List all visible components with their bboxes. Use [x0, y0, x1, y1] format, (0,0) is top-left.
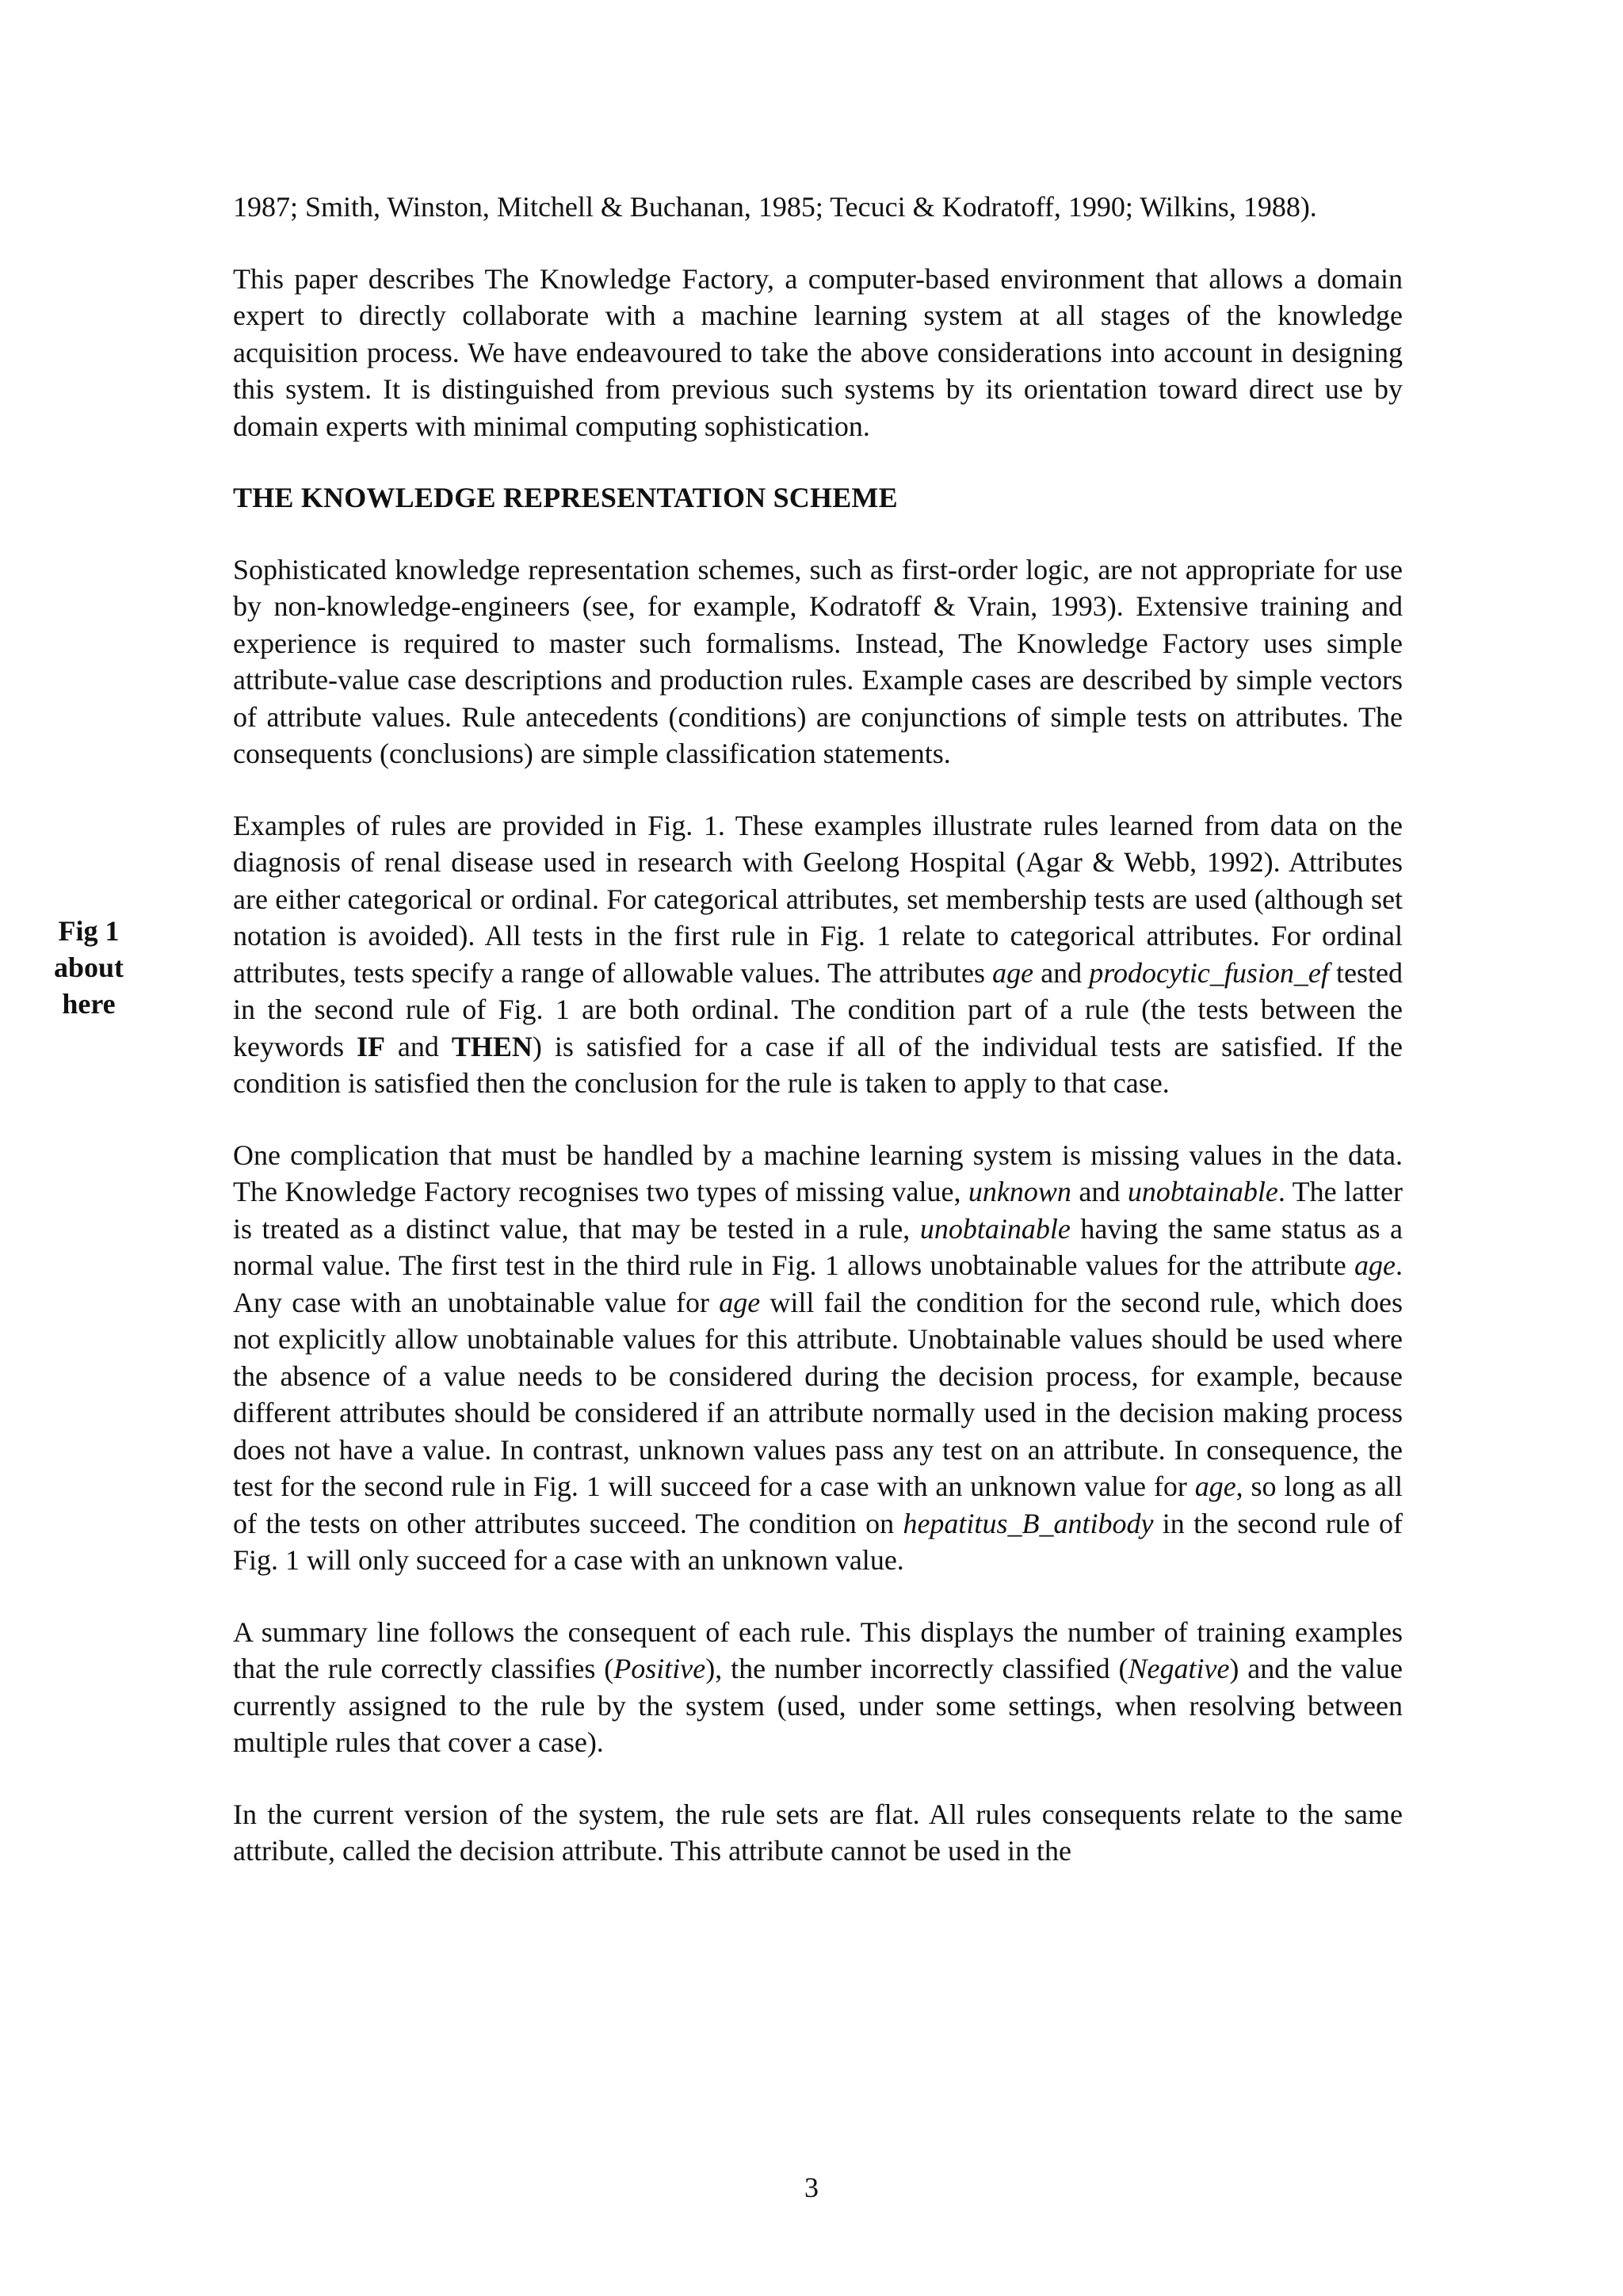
attribute-name: age — [992, 956, 1034, 989]
paragraph-system-intro: This paper describes The Knowledge Factory, a computer-based environment that allows a domain expert to directly collaborate with a machine learning system at all stages of the knowledge acquisition process. We have endeavoured to take the above considerations into account in designing this system. It is distinguished from previous such systems by its orientation toward direct use by domain experts with minimal computing sophistication. — [233, 262, 1403, 442]
paragraph-representation: Sophisticated knowledge representation schemes, such as first-order logic, are not appropriate for use by non-knowledge-engineers (see, for example, Kodratoff & Vrain, 1993). Extensive training and experience is required to master such formalisms. Instead, The Knowledge Factory uses simple attribute-value case descriptions and production rules. Example cases are described by simple vectors of attribute values. Rule antecedents (conditions) are conjunctions of simple tests on attributes. The consequents (conclusions) are simple classification statements. — [233, 553, 1403, 769]
paragraph-summary-line: A summary line follows the consequent of each rule. This displays the number of training examples that the rule correctly classifies (Positive), the number incorrectly classified (Negative) and the value currently assigned to the rule by the system (used, under some settings, when resolving between multiple rules that cover a case). — [233, 1615, 1403, 1758]
paragraph-citations-end: 1987; Smith, Winston, Mitchell & Buchanan, 1985; Tecuci & Kodratoff, 1990; Wilkins, 1988). — [233, 191, 1317, 223]
section-heading: THE KNOWLEDGE REPRESENTATION SCHEME — [233, 482, 898, 513]
margin-note-line: about — [53, 952, 124, 983]
margin-note-line: Fig 1 — [58, 915, 120, 947]
attribute-name: prodocytic_fusion_ef — [1089, 956, 1329, 989]
page-number: 3 — [804, 2172, 819, 2203]
paragraph-missing-values: One complication that must be handled by a machine learning system is missing values in the data. The Knowledge Factory recognises two types of missing value, unknown and unobtainable. The latter is treated as a distinct value, that may be tested in a rule, unobtainable having the same status as a normal value. The first test in the third rule in Fig. 1 allows unobtainable values for the attribute age. Any case with an unobtainable value for age will fail the condition for the second rule, which does not explicitly allow unobtainable values for this attribute. Unobtainable values should be used where the absence of a value needs to be considered during the decision process, for example, because different attributes should be considered if an attribute normally used in the decision making process does not have a value. In contrast, unknown values pass any test on an attribute. In consequence, the test for the second rule in Fig. 1 will succeed for a case with an unknown value for age, so long as all of the tests on other attributes succeed. The condition on hepatitus_B_antibody in the second rule of Fig. 1 will only succeed for a case with an unknown value. — [233, 1138, 1403, 1576]
text-column — [233, 189, 1403, 1905]
margin-note-line: here — [62, 988, 116, 1020]
keyword: THEN — [451, 1030, 533, 1062]
paragraph-rule-sets: In the current version of the system, the rule sets are flat. All rules consequents relate to the same attribute, called the decision attribute. This attribute cannot be used in the — [233, 1798, 1403, 1867]
figure-placement-note — [32, 913, 146, 1022]
keyword: IF — [356, 1030, 385, 1062]
paragraph-rule-examples: Examples of rules are provided in Fig. 1. These examples illustrate rules learned from data on the diagnosis of renal disease used in research with Geelong Hospital (Agar & Webb, 1992). Attributes are either categorical or ordinal. For categorical attributes, set membership tests are used (although set notation is avoided). All tests in the first rule in Fig. 1 relate to categorical attributes. For ordinal attributes, tests specify a range of allowable values. The attributes age and prodocytic_fusion_ef tested in the second rule of Fig. 1 are both ordinal. The condition part of a rule (the tests between the keywords IF and THEN) is satisfied for a case if all of the individual tests are satisfied. If the condition is satisfied then the conclusion for the rule is taken to apply to that case. — [233, 809, 1403, 1099]
